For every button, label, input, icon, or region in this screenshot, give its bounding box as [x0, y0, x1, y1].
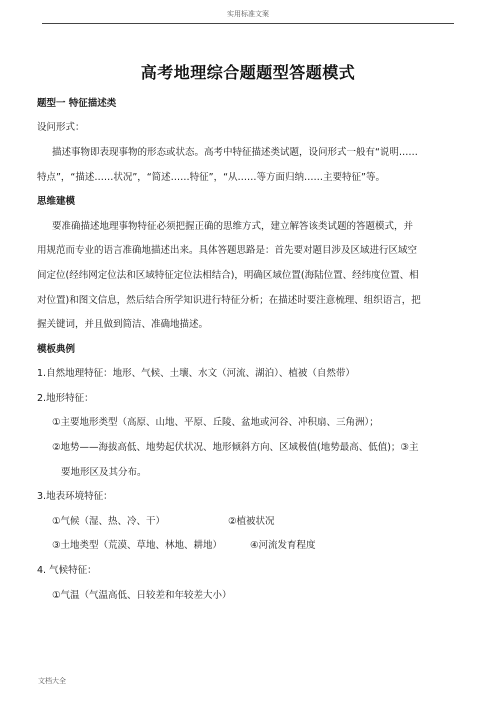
- list-subitem: 要地形区及其分布。: [61, 467, 147, 478]
- paragraph-line: 特点”，“描述……状况”，“简述……特征”，“从……等方面归纳……主要特征”等。: [37, 172, 385, 183]
- page-footer: 文档大全: [38, 677, 66, 685]
- list-subitem: ②地势——海拔高低、地势起伏状况、地形倾斜方向、区域极值(地势最高、低值)；③主: [52, 442, 419, 453]
- paragraph-label: 设问形式：: [37, 122, 85, 133]
- list-subitem: ①主要地形类型（高原、山地、平原、丘陵、盆地或河谷、冲积扇、三角洲）；: [52, 417, 379, 428]
- list-subitem: ①气温（气温高低、日较差和年较差大小）: [52, 590, 232, 601]
- list-item: 4. 气候特征：: [37, 565, 97, 576]
- section-heading: 题型一 特征描述类: [37, 98, 117, 109]
- subsection-heading: 思维建模: [37, 196, 76, 207]
- header-divider: [42, 23, 454, 24]
- paragraph-line: 握关键词，并且做到简洁、准确地描述。: [37, 319, 209, 330]
- page-header: 实用标准文案: [227, 10, 269, 18]
- list-subitem: ①气候（湿、热、冷、干）: [52, 516, 166, 527]
- paragraph-line: 对位置)和图文信息，然后结合所学知识进行特征分析；在描述时要注意梳理、组织语言，把: [37, 295, 421, 306]
- list-subitem: ②植被状况: [228, 516, 275, 527]
- list-item: 1.自然地理特征：地形、气候、土壤、水文（河流、湖泊）、植被（自然带）: [37, 368, 355, 379]
- list-item: 2.地形特征：: [37, 393, 94, 404]
- document-title: 高考地理综合题题型答题模式: [140, 63, 356, 82]
- list-subitem: ③土地类型（荒漠、草地、林地、耕地）: [52, 540, 223, 551]
- paragraph-line: 要准确描述地理事物特征必须把握正确的思维方式，建立解答该类试题的答题模式，并: [52, 221, 414, 232]
- list-subitem: ④河流发育程度: [250, 540, 316, 551]
- list-item: 3.地表环境特征：: [37, 491, 113, 502]
- paragraph-line: 描述事物即表现事物的形态或状态。高考中特征描述类试题，设问形式一般有“说明……: [52, 147, 418, 158]
- paragraph-line: 间定位(经纬网定位法和区域特征定位法相结合)，明确区域位置(海陆位置、经纬度位置、相: [37, 270, 419, 281]
- paragraph-line: 用规范而专业的语言准确地描述出来。具体答题思路是：首先要对题目涉及区域进行区域空: [37, 245, 418, 256]
- subsection-heading: 模板典例: [37, 344, 76, 355]
